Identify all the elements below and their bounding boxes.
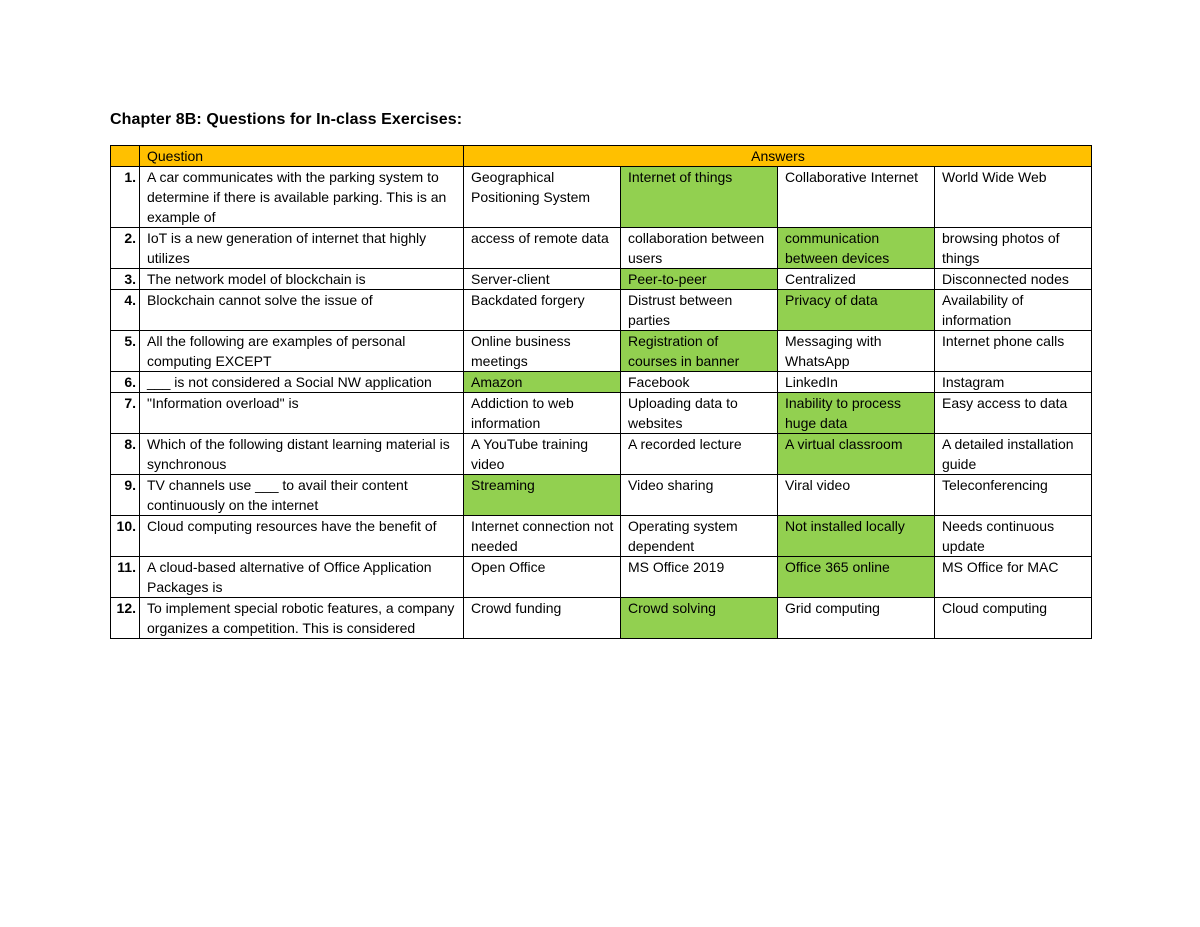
answer-option: Messaging with WhatsApp	[778, 331, 935, 372]
answer-option-correct: Office 365 online	[778, 557, 935, 598]
answer-option-correct: Crowd solving	[621, 598, 778, 639]
answer-option-correct: Peer-to-peer	[621, 269, 778, 290]
answer-option: A YouTube training video	[464, 434, 621, 475]
table-body	[111, 167, 1092, 639]
table-row	[111, 372, 1092, 393]
table-row	[111, 516, 1092, 557]
answer-option: Cloud computing	[935, 598, 1092, 639]
table-row	[111, 228, 1092, 269]
question-number: 1.	[111, 167, 140, 228]
answers-header: Answers	[464, 146, 1092, 167]
question-number: 9.	[111, 475, 140, 516]
question-number: 7.	[111, 393, 140, 434]
question-number: 6.	[111, 372, 140, 393]
answer-option-correct: Not installed locally	[778, 516, 935, 557]
answer-option: World Wide Web	[935, 167, 1092, 228]
question-text: A car communicates with the parking system to determine if there is available parking. This is an example of	[140, 167, 464, 228]
question-text: A cloud-based alternative of Office Application Packages is	[140, 557, 464, 598]
answer-option: access of remote data	[464, 228, 621, 269]
answer-option: Geographical Positioning System	[464, 167, 621, 228]
page-title: Chapter 8B: Questions for In-class Exercises:	[110, 111, 463, 128]
question-number: 5.	[111, 331, 140, 372]
question-number: 12.	[111, 598, 140, 639]
table-row	[111, 393, 1092, 434]
answer-option-correct: Streaming	[464, 475, 621, 516]
answer-option: browsing photos of things	[935, 228, 1092, 269]
question-header: Question	[140, 146, 464, 167]
table-row	[111, 434, 1092, 475]
table-header-row	[111, 146, 1092, 167]
answer-option-correct: Registration of courses in banner	[621, 331, 778, 372]
question-number: 3.	[111, 269, 140, 290]
answer-option: Server-client	[464, 269, 621, 290]
table-row	[111, 331, 1092, 372]
answer-option: Instagram	[935, 372, 1092, 393]
question-text: The network model of blockchain is	[140, 269, 464, 290]
answer-option-correct: Amazon	[464, 372, 621, 393]
answer-option: Facebook	[621, 372, 778, 393]
answer-option-correct: Inability to process huge data	[778, 393, 935, 434]
answer-option: Needs continuous update	[935, 516, 1092, 557]
answer-option: Teleconferencing	[935, 475, 1092, 516]
answer-option: collaboration between users	[621, 228, 778, 269]
question-text: Blockchain cannot solve the issue of	[140, 290, 464, 331]
question-text: ___ is not considered a Social NW application	[140, 372, 464, 393]
question-text: TV channels use ___ to avail their content continuously on the internet	[140, 475, 464, 516]
answer-option: Collaborative Internet	[778, 167, 935, 228]
answer-option: Viral video	[778, 475, 935, 516]
answer-option: Open Office	[464, 557, 621, 598]
question-text: IoT is a new generation of internet that highly utilizes	[140, 228, 464, 269]
answer-option: A detailed installation guide	[935, 434, 1092, 475]
answer-option: Easy access to data	[935, 393, 1092, 434]
answer-option: Disconnected nodes	[935, 269, 1092, 290]
answer-option: A recorded lecture	[621, 434, 778, 475]
number-header	[111, 146, 140, 167]
table-row	[111, 167, 1092, 228]
question-number: 11.	[111, 557, 140, 598]
answer-option: Grid computing	[778, 598, 935, 639]
answer-option: Backdated forgery	[464, 290, 621, 331]
question-text: "Information overload" is	[140, 393, 464, 434]
question-text: Cloud computing resources have the benefit of	[140, 516, 464, 557]
question-text: To implement special robotic features, a company organizes a competition. This is considered	[140, 598, 464, 639]
answer-option: Video sharing	[621, 475, 778, 516]
answer-option: Online business meetings	[464, 331, 621, 372]
answer-option: Operating system dependent	[621, 516, 778, 557]
answer-option: Uploading data to websites	[621, 393, 778, 434]
answer-option-correct: A virtual classroom	[778, 434, 935, 475]
table-row	[111, 598, 1092, 639]
answer-option-correct: Internet of things	[621, 167, 778, 228]
answer-option: MS Office for MAC	[935, 557, 1092, 598]
table-row	[111, 475, 1092, 516]
answer-option: Internet connection not needed	[464, 516, 621, 557]
question-number: 10.	[111, 516, 140, 557]
answer-option: Distrust between parties	[621, 290, 778, 331]
answer-option: Internet phone calls	[935, 331, 1092, 372]
question-number: 2.	[111, 228, 140, 269]
answer-option: LinkedIn	[778, 372, 935, 393]
answer-option: MS Office 2019	[621, 557, 778, 598]
question-text: All the following are examples of personal computing EXCEPT	[140, 331, 464, 372]
answer-option-correct: communication between devices	[778, 228, 935, 269]
answer-option-correct: Privacy of data	[778, 290, 935, 331]
table-row	[111, 557, 1092, 598]
answer-option: Addiction to web information	[464, 393, 621, 434]
table-row	[111, 269, 1092, 290]
question-number: 8.	[111, 434, 140, 475]
answer-option: Centralized	[778, 269, 935, 290]
question-text: Which of the following distant learning material is synchronous	[140, 434, 464, 475]
table-row	[111, 290, 1092, 331]
answer-option: Crowd funding	[464, 598, 621, 639]
question-number: 4.	[111, 290, 140, 331]
answer-option: Availability of information	[935, 290, 1092, 331]
questions-table	[110, 145, 1092, 639]
